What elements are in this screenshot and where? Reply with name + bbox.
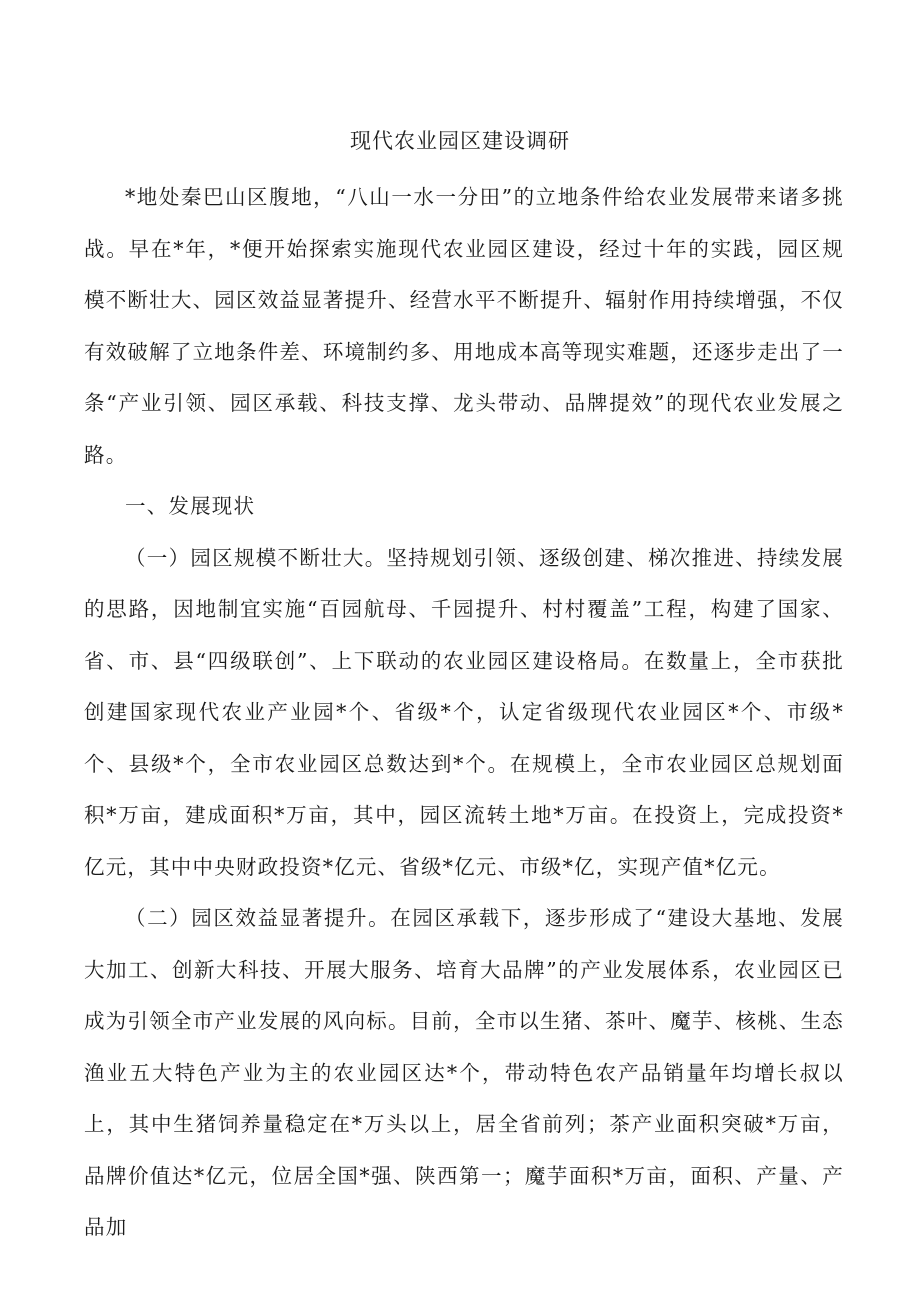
document-body — [84, 172, 844, 1254]
intro-paragraph: *地处秦巴山区腹地，“八山一水一分田”的立地条件给农业发展带来诸多挑战。早在*年，*便开始探索实施现代农业园区建设，经过十年的实践，园区规模不断壮大、园区效益显著提升、经营水平不断提升、辐射作用持续增强，不仅有效破解了立地条件差、环境制约多、用地成本高等现实难题，还逐步走出了一条“产业引领、园区承载、科技支撑、龙头带动、品牌提效”的现代农业发展之路。 — [84, 185, 844, 467]
paragraph-park-scale: （一）园区规模不断壮大。坚持规划引领、逐级创建、梯次推进、持续发展的思路，因地制宜实施“百园航母、千园提升、村村覆盖”工程，构建了国家、省、市、县“四级联创”、上下联动的农业园区建设格局。在数量上，全市获批创建国家现代农业产业园*个、省级*个，认定省级现代农业园区*个、市级*个、县级*个，全市农业园区总数达到*个。在规模上，全市农业园区总规划面积*万亩，建成面积*万亩，其中，园区流转土地*万亩。在投资上，完成投资*亿元，其中中央财政投资*亿元、省级*亿元、市级*亿，实现产值*亿元。 — [84, 545, 844, 879]
paragraph-park-benefits: （二）园区效益显著提升。在园区承载下，逐步形成了“建设大基地、发展大加工、创新大科技、开展大服务、培育大品牌”的产业发展体系，农业园区已成为引领全市产业发展的风向标。目前，全市以生猪、茶叶、魔芋、核桃、生态渔业五大特色产业为主的农业园区达*个，带动特色农产品销量年均增长叔以上，其中生猪饲养量稳定在*万头以上，居全省前列；茶产业面积突破*万亩，品牌价值达*亿元，位居全国*强、陕西第一；魔芋面积*万亩，面积、产量、产品加 — [84, 906, 844, 1239]
section-heading-development-status: 一、发展现状 — [125, 494, 256, 518]
document-title: 现代农业园区建设调研 — [350, 129, 570, 153]
